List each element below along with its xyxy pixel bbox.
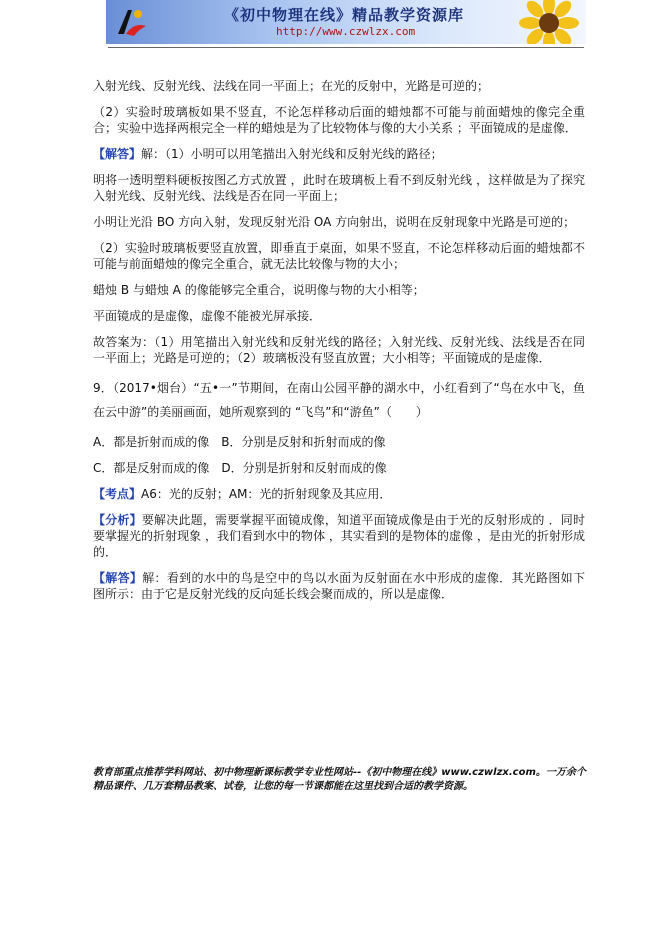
sunflower-icon: [518, 0, 580, 44]
paragraph: 【解答】解：看到的水中的鸟是空中的鸟以水面为反射面在水中形成的虚像．其光路图如下图所示：由于它是反射光线的反向延长线会聚而成的，所以是虚像．: [93, 571, 585, 601]
document-body: [93, 78, 585, 602]
paragraph: 蜡烛 B 与蜡烛 A 的像能够完全重合，说明像与物的大小相等；: [93, 283, 425, 297]
question-9: 9．（2017•烟台）“五•一”节期间，在南山公园平静的湖水中，小红看到了“鸟在水中飞，鱼在云中游”的美丽画面，她所观察到的 “飞鸟”和“游鱼”（ ）: [93, 381, 585, 419]
answer-tag: 【解答】: [93, 147, 142, 161]
header-banner: [106, 0, 586, 44]
analysis-tag: 【分析】: [93, 513, 142, 527]
paragraph: 明将一透明塑料硬板按图乙方式放置 ，此时在玻璃板上看不到反射光线 ，这样做是为了探究入射光线、反射光线、法线是否在同一平面上；: [93, 173, 585, 203]
paragraph: 平面镜成的是虚像，虚像不能被光屏承接．: [93, 309, 322, 323]
banner-url[interactable]: http://www.czwlzx.com: [276, 25, 416, 38]
paragraph: 故答案为：（1）用笔描出入射光线和反射光线的路径；入射光线、反射光线、法线是否在同一平面上；光路是可逆的；（2）玻璃板没有竖直放置；大小相等；平面镜成的是虚像．: [93, 335, 585, 365]
logo-icon: [114, 4, 148, 40]
answer-tag: 【解答】: [93, 571, 143, 585]
option-line: C．都是反射而成的像 D．分别是折射和反射而成的像: [93, 461, 387, 475]
paragraph: （2）实验时玻璃板如果不竖直，不论怎样移动后面的蜡烛都不可能与前面蜡烛的像完全重合；实验中选择两根完全一样的蜡烛是为了比较物体与像的大小关系 ；平面镜成的是虚像．: [93, 105, 585, 135]
paragraph: 【考点】A6：光的反射；AM：光的折射现象及其应用．: [93, 487, 392, 501]
footer-note: 教育部重点推荐学科网站、初中物理新课标教学专业性网站--《初中物理在线》www.czwlzx.com。一万余个精品课件、几万套精品教案、试卷，让您的每一节课都能在这里找到合适的教学资源。: [93, 767, 586, 792]
option-line: A．都是折射而成的像 B．分别是反射和折射而成的像: [93, 435, 386, 449]
paragraph: （2）实验时玻璃板要竖直放置，即垂直于桌面，如果不竖直，不论怎样移动后面的蜡烛都不可能与前面蜡烛的像完全重合，就无法比较像与物的大小；: [93, 241, 585, 271]
paragraph: 【解答】解：（1）小明可以用笔描出入射光线和反射光线的路径；: [93, 147, 443, 161]
paragraph: 小明让光沿 BO 方向入射，发现反射光沿 OA 方向射出，说明在反射现象中光路是可逆的；: [93, 215, 576, 229]
kaodian-tag: 【考点】: [93, 487, 142, 501]
header-divider: [108, 47, 584, 48]
banner-title: 《初中物理在线》精品教学资源库: [224, 6, 465, 24]
paragraph: 【分析】要解决此题，需要掌握平面镜成像，知道平面镜成像是由于光的反射形成的 ．同时要掌握光的折射现象 ，我们看到水中的物体 ，其实看到的是物体的虚像 ，是由光的折射形成的．: [93, 513, 585, 559]
paragraph: 入射光线、反射光线、法线在同一平面上；在光的反射中，光路是可逆的；: [93, 79, 490, 93]
